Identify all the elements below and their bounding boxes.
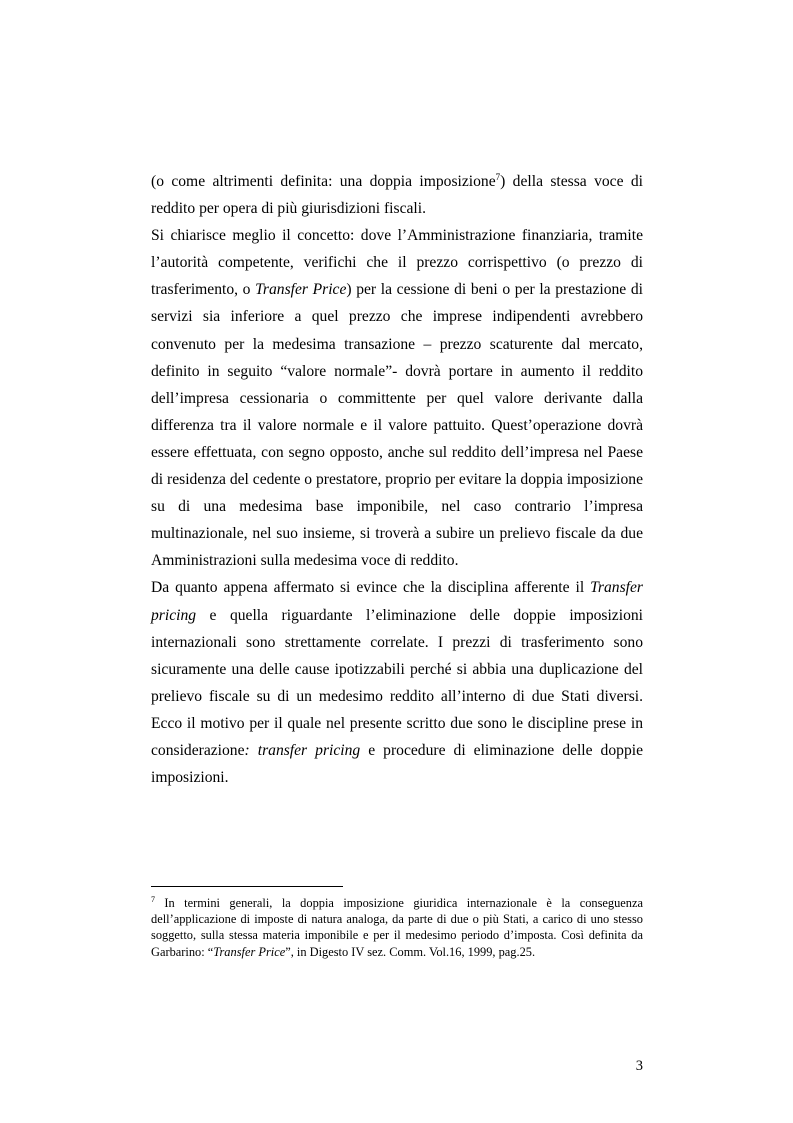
- paragraph-2-text: Si chiarisce meglio il concetto: dove l’Amministrazione finanziaria, tramite l’autorità competente, verifichi che il prezzo corrispettivo (o prezzo di trasferimento, o: [151, 227, 643, 299]
- paragraph-3-emphasis-1: Transfer pricing: [151, 579, 643, 624]
- paragraph-2-emphasis: Transfer Price: [255, 281, 347, 299]
- paragraph-1: [151, 168, 643, 222]
- footnote-emphasis: Transfer Price: [213, 944, 286, 959]
- paragraph-1-text-cont: ) della stessa voce di reddito per opera di più giurisdizioni fiscali.: [151, 173, 643, 218]
- paragraph-1-text: (o come altrimenti definita: una doppia imposizione: [151, 173, 496, 190]
- body-text: [151, 168, 643, 791]
- page-number: 3: [635, 1058, 643, 1074]
- paragraph-3-text: Da quanto appena affermato si evince che la disciplina afferente il: [151, 579, 591, 597]
- paragraph-3: [151, 574, 643, 791]
- paragraph-3-text-cont: e procedure di eliminazione delle doppie imposizioni.: [151, 741, 643, 787]
- paragraph-3-text-mid: e quella riguardante l’eliminazione delle doppie imposizioni internazionali sono strettamente correlate. I prezzi di trasferimento sono sicuramente una delle cause ipotizzabili perché si abbia una duplicazione del prelievo fiscale su di un medesimo reddito all’interno di due Stati diversi. Ecco il motivo per il quale nel presente scritto due sono le discipline prese in considerazione: [151, 606, 643, 759]
- footnote-text-cont: ”, in Digesto IV sez. Comm. Vol.16, 1999, pag.25.: [285, 944, 536, 959]
- footnote-7: [151, 895, 643, 960]
- footnote-separator: [151, 886, 343, 887]
- paragraph-2-text-cont: ) per la cessione di beni o per la prestazione di servizi sia inferiore a quel prezzo che imprese indipendenti avrebbero convenuto per la medesima transazione – prezzo scaturente dal mercato, definito in seguito “valore normale”- dovrà portare in aumento il reddito dell’impresa cessionaria o committente per quel valore derivante dalla differenza tra il valore normale e il valore pattuito. Quest’operazione dovrà essere effettuata, con segno opposto, anche sul reddito dell’impresa nel Paese di residenza del cedente o prestatore, proprio per evitare la doppia imposizione su di una medesima base imponibile, nel caso contrario l’impresa multinazionale, nel suo insieme, si troverà a subire un prelievo fiscale da due Amministrazioni sulla medesima voce di reddito.: [151, 281, 643, 570]
- footnote-reference[interactable]: 7: [495, 172, 501, 182]
- paragraph-3-emphasis-2: : transfer pricing: [244, 741, 361, 759]
- paragraph-2: [151, 222, 643, 574]
- footnote-text: In termini generali, la doppia imposizione giuridica internazionale è la conseguenza dell’applicazione di imposte di natura analoga, da parte di due o più Stati, a carico di uno stesso soggetto, sulla stessa materia imponibile e per il medesimo periodo d’imposta. Così definita da Garbarino: “: [151, 896, 643, 959]
- footnote-number: 7: [151, 895, 155, 904]
